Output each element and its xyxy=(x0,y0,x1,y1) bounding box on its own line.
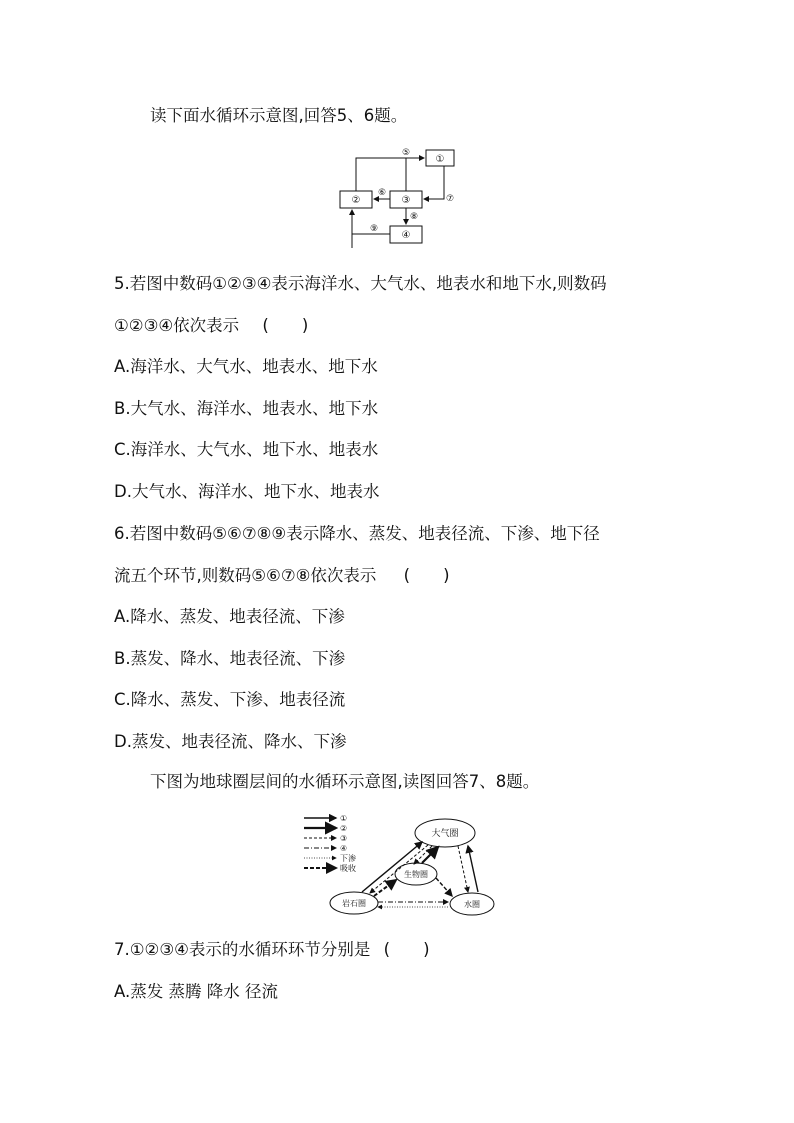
q5-answer-bracket[interactable]: ( ) xyxy=(262,316,309,335)
arrow-7 xyxy=(424,166,444,199)
legend-infiltration: 下渗 xyxy=(340,854,356,863)
q5-option-a[interactable]: A.海洋水、大气水、地表水、地下水 xyxy=(114,357,378,376)
q6-stem-line2: 流五个环节,则数码⑤⑥⑦⑧依次表示 xyxy=(114,566,377,585)
q5-stem-line2-row xyxy=(114,316,308,336)
node-hydrosphere-label: 水圈 xyxy=(464,900,480,909)
arrow-5-label: ⑤ xyxy=(401,148,411,158)
legend-absorption: 吸收 xyxy=(340,864,356,873)
arrow-7-label: ⑦ xyxy=(445,194,455,204)
arrow-hydro-atmo-1 xyxy=(468,846,478,892)
q7-option-a[interactable]: A.蒸发 蒸腾 降水 径流 xyxy=(114,982,278,1001)
q6-answer-bracket[interactable]: ( ) xyxy=(403,566,450,585)
node-lithosphere-label: 岩石圈 xyxy=(342,899,366,908)
q5-stem-line1: 5.若图中数码①②③④表示海洋水、大气水、地表水和地下水,则数码 xyxy=(114,274,607,293)
legend-2: ② xyxy=(340,824,348,833)
intro-text-2: 下图为地球圈层间的水循环示意图,读图回答7、8题。 xyxy=(150,772,540,791)
q5-option-c[interactable]: C.海洋水、大气水、地下水、地表水 xyxy=(114,440,379,459)
arrow-bio-atmo-2 xyxy=(422,847,438,863)
arrow-8-label: ⑧ xyxy=(409,212,419,222)
node-biosphere-label: 生物圈 xyxy=(404,870,428,879)
q6-stem-line1: 6.若图中数码⑤⑥⑦⑧⑨表示降水、蒸发、地表径流、下渗、地下径 xyxy=(114,524,600,543)
water-cycle-diagram-1 xyxy=(336,146,466,252)
legend xyxy=(304,814,356,873)
q5-stem-line2: ①②③④依次表示 xyxy=(114,316,240,335)
arrow-9-label: ⑨ xyxy=(369,224,379,234)
node-atmosphere-label: 大气圈 xyxy=(431,829,459,839)
q6-option-d[interactable]: D.蒸发、地表径流、降水、下渗 xyxy=(114,732,347,751)
q6-stem-line2-row xyxy=(114,566,450,586)
q5-option-d[interactable]: D.大气水、海洋水、地下水、地表水 xyxy=(114,482,380,501)
arrow-5 xyxy=(356,158,424,191)
legend-4: ④ xyxy=(340,844,348,853)
legend-1: ① xyxy=(340,814,348,823)
q6-option-a[interactable]: A.降水、蒸发、地表径流、下渗 xyxy=(114,607,345,626)
q7-stem-row xyxy=(114,940,430,960)
q5-option-b[interactable]: B.大气水、海洋水、地表水、地下水 xyxy=(114,399,379,418)
q6-option-c[interactable]: C.降水、蒸发、下渗、地表径流 xyxy=(114,690,346,709)
legend-3: ③ xyxy=(340,834,348,843)
arrow-litho-bio-absorb xyxy=(374,880,396,896)
box-1-label: ① xyxy=(435,154,445,165)
arrow-6-label: ⑥ xyxy=(377,188,387,198)
q7-stem: 7.①②③④表示的水循环环节分别是 xyxy=(114,940,371,959)
box-4-label: ④ xyxy=(401,230,411,241)
q7-answer-bracket[interactable]: ( ) xyxy=(383,940,430,959)
earth-spheres-water-cycle-diagram xyxy=(300,810,512,920)
intro-text-1: 读下面水循环示意图,回答5、6题。 xyxy=(150,106,408,125)
box-2-label: ② xyxy=(351,195,361,206)
q6-option-b[interactable]: B.蒸发、降水、地表径流、下渗 xyxy=(114,649,346,668)
arrow-atmo-hydro-3 xyxy=(458,846,468,892)
arrow-bio-hydro xyxy=(436,878,452,896)
arrow-9 xyxy=(352,234,390,248)
box-3-label: ③ xyxy=(401,195,411,206)
